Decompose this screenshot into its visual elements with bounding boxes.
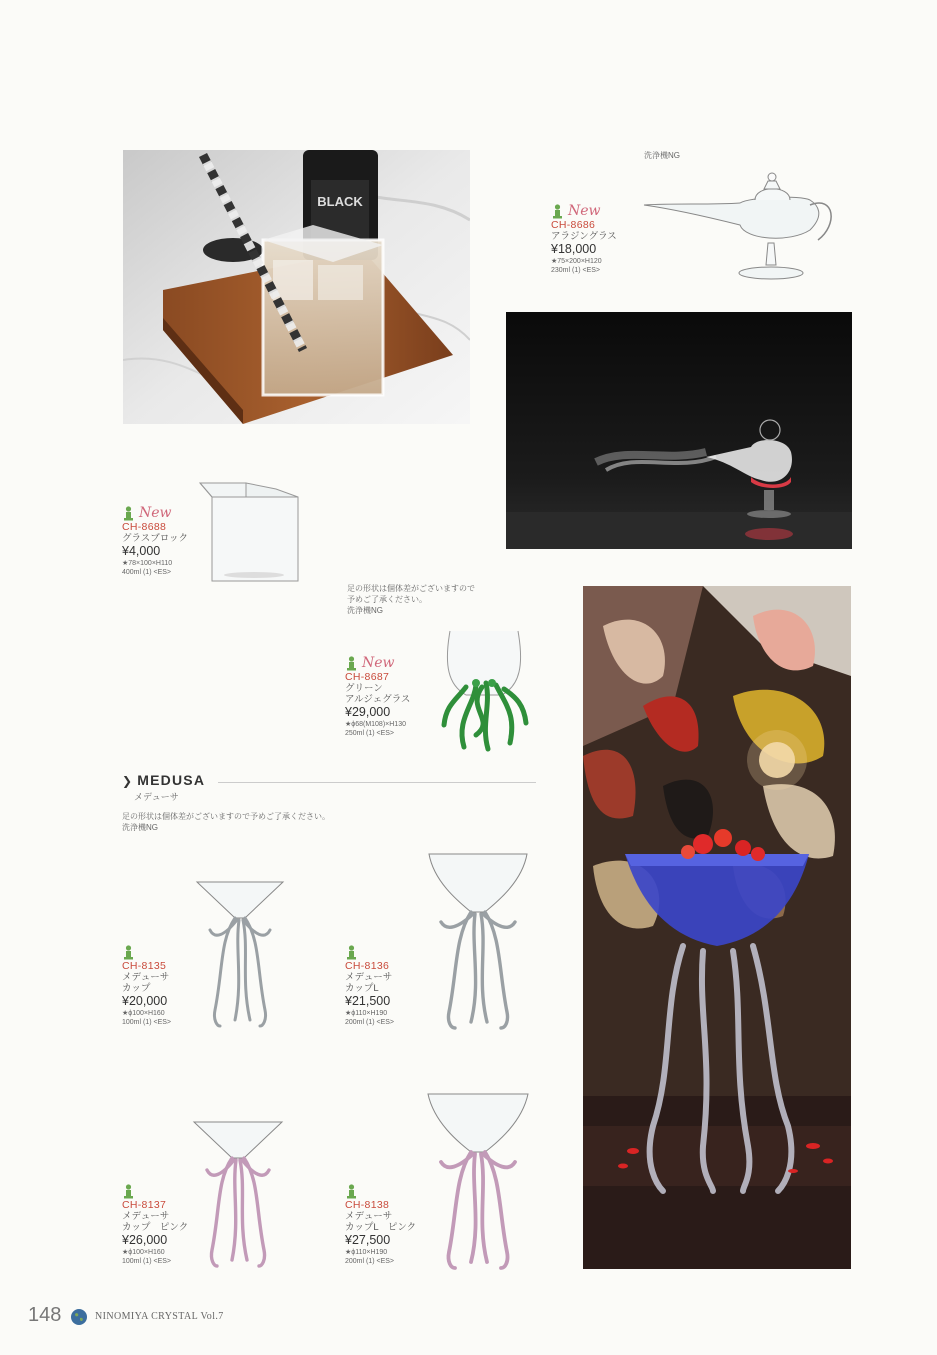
product-name: アラジングラス (551, 231, 617, 242)
green-info-icon (122, 1184, 135, 1199)
badge (345, 944, 394, 960)
medusa-title-text: MEDUSA (137, 772, 206, 788)
green-argie-glass-illustration (436, 625, 532, 755)
product-spec-capacity: 100ml (1) <ES> (122, 1019, 172, 1026)
product-name-line-1: グリーン (345, 683, 383, 694)
product-name-line-1: メデューサ (122, 1211, 170, 1222)
chevron-right-icon: ❯ (122, 774, 134, 788)
brand-name: NINOMIYA CRYSTAL Vol.7 (95, 1311, 224, 1322)
bottle-label: BLACK (317, 194, 363, 209)
product-spec-size: ★ϕ100×H160 (122, 1249, 165, 1256)
product-price: ¥20,000 (122, 994, 168, 1008)
new-label: New (362, 654, 395, 671)
product-price: ¥26,000 (122, 1233, 168, 1247)
product-spec-size: ★ϕ110×H190 (345, 1249, 388, 1256)
photo-glass-block-coffee (123, 150, 470, 424)
medusa-note-line-2: 洗浄機NG (122, 823, 158, 832)
product-code: CH-8137 (122, 1199, 167, 1211)
product-price: ¥18,000 (551, 242, 597, 256)
product-ch8686 (551, 203, 617, 275)
product-name-line-2: カップ (122, 983, 151, 994)
badge (122, 1183, 188, 1199)
badge (345, 1183, 416, 1199)
medusa-subtitle: メデューサ (134, 792, 179, 802)
product-code: CH-8138 (345, 1199, 390, 1211)
product-spec-size: ★ϕ100×H160 (122, 1010, 165, 1017)
product-price: ¥27,500 (345, 1233, 391, 1247)
product-code: CH-8687 (345, 671, 390, 683)
product-name-line-2: カップL ピンク (345, 1222, 417, 1233)
product-name: グラスブロック (122, 533, 189, 544)
product-spec-size: ★ϕ110×H190 (345, 1010, 388, 1017)
product-spec-capacity: 400ml (1) <ES> (122, 569, 172, 576)
glass-block-illustration (196, 475, 302, 585)
badge-new (345, 655, 410, 671)
section-divider (218, 782, 536, 783)
product-name-line-1: メデューサ (122, 972, 170, 983)
badge-new (122, 505, 188, 521)
ch8686-note: 洗浄機NG (644, 151, 680, 160)
medusa-cup-clear-illustration (195, 880, 285, 1030)
product-code: CH-8688 (122, 521, 167, 533)
product-price: ¥4,000 (122, 544, 161, 558)
product-ch8137 (122, 1183, 188, 1266)
product-name-line-1: メデューサ (345, 972, 393, 983)
product-spec-capacity: 230ml (1) <ES> (551, 267, 601, 274)
medusa-cup-l-clear-illustration (427, 852, 529, 1032)
product-ch8135 (122, 944, 171, 1027)
medusa-note-line-1: 足の形状は個体差がございますので予めご了承ください。 (122, 812, 330, 821)
medusa-cup-pink-illustration (192, 1120, 284, 1270)
product-ch8687 (345, 655, 410, 738)
badge-new (551, 203, 617, 219)
product-spec-capacity: 200ml (1) <ES> (345, 1258, 395, 1265)
page-number: 148 (28, 1304, 62, 1326)
green-info-icon (345, 945, 358, 960)
photo-medusa-cocktail (583, 586, 851, 1269)
product-spec-size: ★78×100×H110 (122, 560, 173, 567)
ch8687-note (347, 583, 475, 616)
green-info-icon (122, 945, 135, 960)
green-info-icon (345, 656, 358, 671)
product-ch8136 (345, 944, 394, 1027)
note-line-1: 足の形状は個体差がございますので (347, 584, 475, 593)
product-ch8138 (345, 1183, 416, 1266)
globe-icon (70, 1308, 88, 1326)
product-code: CH-8136 (345, 960, 390, 972)
badge (122, 944, 171, 960)
photo-glass-block-coffee-art (123, 150, 470, 424)
product-ch8688 (122, 505, 188, 577)
aladdin-glass-illustration (640, 165, 840, 285)
green-info-icon (122, 506, 135, 521)
new-label: New (568, 202, 601, 219)
product-price: ¥29,000 (345, 705, 391, 719)
product-spec-size: ★ϕ68(M108)×H130 (345, 721, 406, 728)
product-spec-capacity: 200ml (1) <ES> (345, 1019, 395, 1026)
product-spec-size: ★75×200×H120 (551, 258, 602, 265)
product-code: CH-8135 (122, 960, 167, 972)
product-name-line-1: メデューサ (345, 1211, 393, 1222)
medusa-note (122, 811, 330, 833)
new-label: New (139, 504, 172, 521)
product-price: ¥21,500 (345, 994, 391, 1008)
green-info-icon (551, 204, 564, 219)
note-line-2: 予めご了承ください。 (347, 595, 427, 604)
green-info-icon (345, 1184, 358, 1199)
product-spec-capacity: 250ml (1) <ES> (345, 730, 395, 737)
product-code: CH-8686 (551, 219, 596, 231)
note-line-3: 洗浄機NG (347, 606, 383, 615)
product-spec-capacity: 100ml (1) <ES> (122, 1258, 172, 1265)
product-name-line-2: カップ ピンク (122, 1222, 189, 1233)
product-name-line-2: アルジェグラス (345, 694, 411, 705)
product-name-line-2: カップL (345, 983, 379, 994)
medusa-section-title (122, 772, 205, 788)
medusa-cup-l-pink-illustration (426, 1092, 530, 1272)
photo-aladdin-smoke (506, 312, 852, 549)
